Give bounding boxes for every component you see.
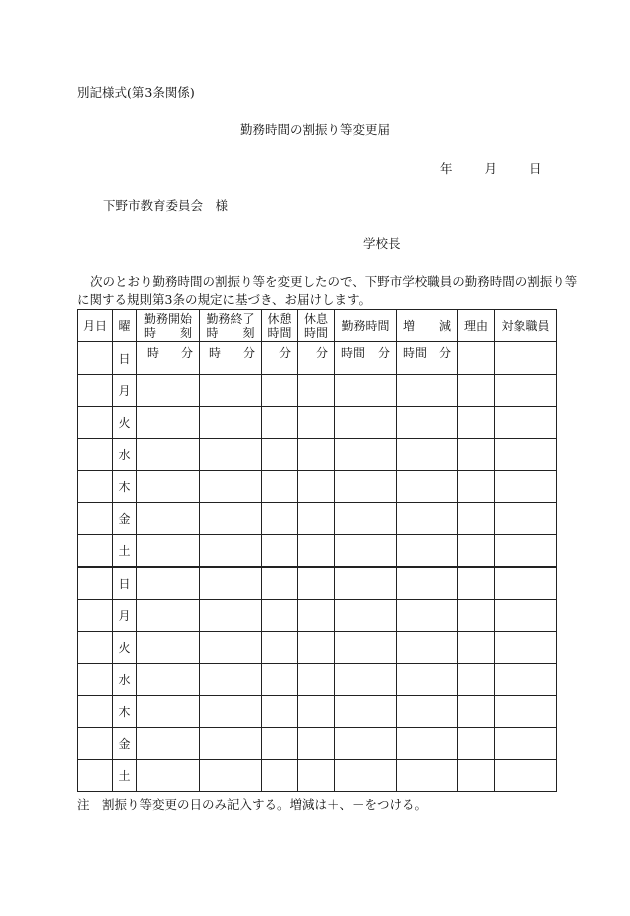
- table-cell[interactable]: [495, 471, 557, 503]
- table-cell[interactable]: [335, 696, 397, 728]
- header-change: 増 減: [397, 310, 458, 342]
- table-cell[interactable]: [262, 407, 298, 439]
- table-cell[interactable]: [495, 728, 557, 760]
- table-cell[interactable]: [137, 632, 200, 664]
- weekday-cell: 土: [113, 760, 137, 792]
- table-cell[interactable]: [458, 696, 495, 728]
- table-cell[interactable]: [397, 632, 458, 664]
- weekday-cell: 木: [113, 471, 137, 503]
- table-row: [78, 728, 557, 760]
- table-cell[interactable]: [335, 728, 397, 760]
- table-cell[interactable]: [298, 696, 335, 728]
- table-cell[interactable]: [458, 535, 495, 568]
- table-cell[interactable]: [137, 728, 200, 760]
- weekday-cell: 日: [113, 567, 137, 600]
- table-cell[interactable]: [78, 375, 113, 407]
- table-row: [78, 760, 557, 792]
- table-cell[interactable]: [335, 664, 397, 696]
- table-cell[interactable]: [137, 567, 200, 600]
- table-cell[interactable]: [137, 696, 200, 728]
- table-cell[interactable]: [495, 342, 557, 375]
- table-cell[interactable]: [495, 375, 557, 407]
- table-cell[interactable]: [200, 407, 262, 439]
- table-cell[interactable]: [298, 535, 335, 568]
- table-cell[interactable]: 分: [298, 342, 335, 375]
- table-cell[interactable]: [200, 664, 262, 696]
- table-cell[interactable]: [495, 503, 557, 535]
- table-cell[interactable]: [458, 632, 495, 664]
- table-cell[interactable]: [397, 471, 458, 503]
- header-end-time: 勤務終了 時 刻: [200, 310, 262, 342]
- table-row: [78, 471, 557, 503]
- table-cell[interactable]: [458, 407, 495, 439]
- table-cell[interactable]: [137, 407, 200, 439]
- table-cell[interactable]: [495, 696, 557, 728]
- table-cell[interactable]: [78, 664, 113, 696]
- table-cell[interactable]: [200, 535, 262, 568]
- sender: 学校長: [363, 236, 401, 251]
- table-cell[interactable]: [262, 728, 298, 760]
- table-cell[interactable]: [262, 567, 298, 600]
- table-cell[interactable]: [262, 760, 298, 792]
- table-cell[interactable]: [335, 535, 397, 568]
- header-start-time: 勤務開始 時 刻: [137, 310, 200, 342]
- form-label: 別記様式(第3条関係): [77, 85, 195, 100]
- table-cell[interactable]: [137, 375, 200, 407]
- table-cell[interactable]: [137, 439, 200, 471]
- table-row: [78, 375, 557, 407]
- table-row: [78, 439, 557, 471]
- table-cell[interactable]: [78, 600, 113, 632]
- table-cell[interactable]: [335, 375, 397, 407]
- table-cell[interactable]: [78, 760, 113, 792]
- header-break-time: 休息 時間: [298, 310, 335, 342]
- table-cell[interactable]: [78, 503, 113, 535]
- header-rest-time: 休憩 時間: [262, 310, 298, 342]
- table-cell[interactable]: [298, 664, 335, 696]
- table-cell[interactable]: 時間 分: [397, 342, 458, 375]
- table-cell[interactable]: [458, 471, 495, 503]
- table-cell[interactable]: [262, 503, 298, 535]
- table-cell[interactable]: [458, 439, 495, 471]
- document-title: 勤務時間の割振り等変更届: [239, 122, 390, 137]
- table-cell[interactable]: [335, 567, 397, 600]
- table-row: [78, 503, 557, 535]
- table-cell[interactable]: [397, 503, 458, 535]
- table-cell[interactable]: [397, 760, 458, 792]
- table-row: [78, 664, 557, 696]
- header-reason: 理由: [458, 310, 495, 342]
- table-cell[interactable]: [495, 632, 557, 664]
- weekday-cell: 金: [113, 503, 137, 535]
- table-row: [78, 600, 557, 632]
- table-cell[interactable]: 時 分: [200, 342, 262, 375]
- weekday-cell: 水: [113, 439, 137, 471]
- table-cell[interactable]: [262, 664, 298, 696]
- header-weekday: 曜: [113, 310, 137, 342]
- table-cell[interactable]: [200, 696, 262, 728]
- table-cell[interactable]: [78, 342, 113, 375]
- table-cell[interactable]: [495, 567, 557, 600]
- weekday-cell: 月: [113, 375, 137, 407]
- table-cell[interactable]: [262, 696, 298, 728]
- table-cell[interactable]: [397, 728, 458, 760]
- table-cell[interactable]: [335, 600, 397, 632]
- table-cell[interactable]: 分: [262, 342, 298, 375]
- table-cell[interactable]: [335, 407, 397, 439]
- footnote: 注 割振り等変更の日のみ記入する。増減は＋、－をつける。: [77, 797, 428, 812]
- table-row: [78, 696, 557, 728]
- weekday-cell: 火: [113, 407, 137, 439]
- table-cell[interactable]: [137, 760, 200, 792]
- table-cell[interactable]: [298, 407, 335, 439]
- table-cell[interactable]: [262, 375, 298, 407]
- table-cell[interactable]: [200, 728, 262, 760]
- weekday-cell: 金: [113, 728, 137, 760]
- table-cell[interactable]: 時 分: [137, 342, 200, 375]
- table-row: [78, 567, 557, 600]
- table-cell[interactable]: [495, 407, 557, 439]
- table-row: [78, 535, 557, 568]
- weekday-cell: 水: [113, 664, 137, 696]
- table-cell[interactable]: [298, 439, 335, 471]
- table-cell[interactable]: [397, 696, 458, 728]
- table-cell[interactable]: [458, 600, 495, 632]
- table-cell[interactable]: [335, 503, 397, 535]
- date-month: 月: [484, 161, 497, 176]
- addressee: 下野市教育委員会 様: [103, 198, 229, 213]
- table-cell[interactable]: [78, 471, 113, 503]
- table-cell[interactable]: 時間 分: [335, 342, 397, 375]
- table-cell[interactable]: [458, 375, 495, 407]
- table-cell[interactable]: [298, 375, 335, 407]
- table-cell[interactable]: [137, 471, 200, 503]
- table-cell[interactable]: [298, 600, 335, 632]
- date-day: 日: [528, 161, 542, 176]
- table-cell[interactable]: [298, 728, 335, 760]
- table-cell[interactable]: [495, 439, 557, 471]
- date-year: 年: [440, 161, 453, 176]
- table-cell[interactable]: [495, 664, 557, 696]
- table-row: [78, 407, 557, 439]
- table-cell[interactable]: [200, 471, 262, 503]
- table-cell[interactable]: [262, 535, 298, 568]
- table-cell[interactable]: [200, 567, 262, 600]
- table-cell[interactable]: [458, 503, 495, 535]
- table-cell[interactable]: [335, 439, 397, 471]
- table-cell[interactable]: [397, 407, 458, 439]
- table-cell[interactable]: [78, 407, 113, 439]
- weekday-cell: 土: [113, 535, 137, 568]
- weekday-cell: 日: [113, 342, 137, 375]
- weekday-cell: 火: [113, 632, 137, 664]
- table-cell[interactable]: [298, 760, 335, 792]
- table-cell[interactable]: [397, 664, 458, 696]
- table-cell[interactable]: [298, 503, 335, 535]
- table-cell[interactable]: [458, 728, 495, 760]
- table-cell[interactable]: [200, 439, 262, 471]
- table-cell[interactable]: [335, 471, 397, 503]
- table-cell[interactable]: [78, 728, 113, 760]
- table-cell[interactable]: [397, 535, 458, 568]
- table-cell[interactable]: [137, 664, 200, 696]
- header-staff: 対象職員: [495, 310, 557, 342]
- table-cell[interactable]: [458, 760, 495, 792]
- table-cell[interactable]: [78, 439, 113, 471]
- table-cell[interactable]: [458, 664, 495, 696]
- date-line: [440, 163, 541, 176]
- table-cell[interactable]: [262, 439, 298, 471]
- table-cell[interactable]: [495, 535, 557, 568]
- table-cell[interactable]: [262, 600, 298, 632]
- table-cell[interactable]: [137, 503, 200, 535]
- table-cell[interactable]: [137, 600, 200, 632]
- body-line-1: 次のとおり勤務時間の割振り等を変更したので、下野市学校職員の勤務時間の割振り等: [90, 274, 578, 289]
- table-cell[interactable]: [495, 600, 557, 632]
- table-header-row: [78, 310, 557, 342]
- table-cell[interactable]: [458, 567, 495, 600]
- table-cell[interactable]: [200, 503, 262, 535]
- header-work-hours: 勤務時間: [335, 310, 397, 342]
- table-cell[interactable]: [298, 471, 335, 503]
- weekday-cell: 月: [113, 600, 137, 632]
- table-cell[interactable]: [397, 375, 458, 407]
- table-cell[interactable]: [397, 567, 458, 600]
- table-cell[interactable]: [200, 760, 262, 792]
- table-cell[interactable]: [335, 760, 397, 792]
- table-cell[interactable]: [200, 375, 262, 407]
- table-cell[interactable]: [397, 439, 458, 471]
- table-cell[interactable]: [458, 342, 495, 375]
- table-cell[interactable]: [262, 471, 298, 503]
- table-row: [78, 342, 557, 375]
- table-cell[interactable]: [495, 760, 557, 792]
- table-cell[interactable]: [137, 535, 200, 568]
- table-cell[interactable]: [298, 567, 335, 600]
- table-cell[interactable]: [78, 696, 113, 728]
- table-cell[interactable]: [200, 600, 262, 632]
- table-cell[interactable]: [298, 632, 335, 664]
- table-cell[interactable]: [200, 632, 262, 664]
- table-cell[interactable]: [78, 535, 113, 568]
- table-cell[interactable]: [78, 632, 113, 664]
- table-cell[interactable]: [262, 632, 298, 664]
- body-line-2: に関する規則第3条の規定に基づき、お届けします。: [77, 292, 371, 307]
- schedule-table: [77, 309, 557, 792]
- table-row: [78, 632, 557, 664]
- table-cell[interactable]: [335, 632, 397, 664]
- weekday-cell: 木: [113, 696, 137, 728]
- table-cell[interactable]: [397, 600, 458, 632]
- header-date: 月日: [78, 310, 113, 342]
- table-cell[interactable]: [78, 567, 113, 600]
